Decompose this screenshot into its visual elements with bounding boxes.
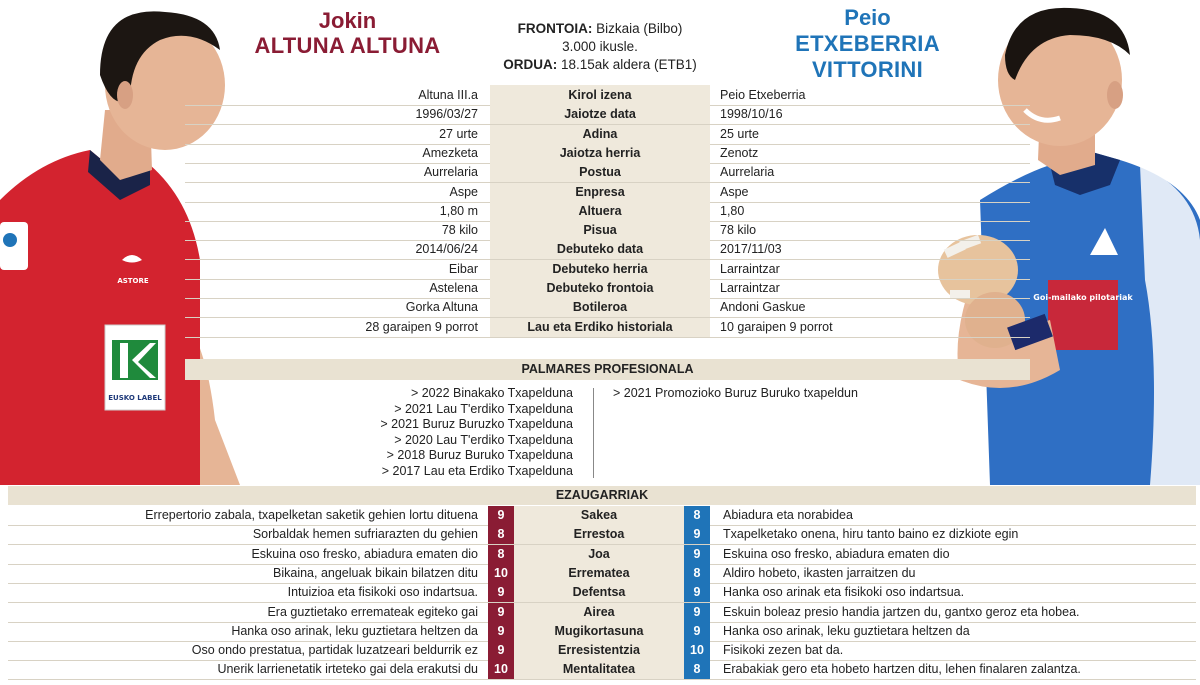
left-player-first-name: Jokin <box>318 8 377 33</box>
attribute-name: Joa <box>514 545 684 564</box>
attribute-name: Sakea <box>514 506 684 525</box>
info-right-value: Larraintzar <box>720 281 780 295</box>
time-value: 18.15ak aldera (ETB1) <box>557 57 697 72</box>
info-right-value: Larraintzar <box>720 262 780 276</box>
ezaugarri-row <box>0 641 1200 660</box>
info-label: Pisua <box>490 221 710 240</box>
palmares-left-item: > 2021 Buruz Buruzko Txapelduna <box>380 417 573 431</box>
right-score: 9 <box>684 525 710 544</box>
info-label: Adina <box>490 125 710 144</box>
left-player-last-name: ALTUNA ALTUNA <box>254 33 441 58</box>
attribute-name: Errestoa <box>514 525 684 544</box>
info-row <box>185 86 1030 105</box>
info-right-value: Zenotz <box>720 146 759 160</box>
left-score: 10 <box>488 564 514 583</box>
ezaugarri-row <box>0 660 1200 679</box>
ezaugarri-row <box>0 545 1200 564</box>
info-row <box>185 318 1030 337</box>
info-left-value: Eibar <box>448 262 478 276</box>
left-description: Unerik larrienetatik irteteko gai dela erakutsi du <box>217 662 478 676</box>
info-row <box>185 221 1030 240</box>
venue-value: Bizkaia (Bilbo) <box>592 21 683 36</box>
info-left-value: 78 kilo <box>441 223 478 237</box>
palmares-title: PALMARES PROFESIONALA <box>185 359 1030 380</box>
palmares-left-item: > 2022 Binakako Txapelduna <box>410 386 573 400</box>
info-label: Enpresa <box>490 183 710 202</box>
right-description: Fisikoki zezen bat da. <box>723 643 844 657</box>
right-player-first-name: Peio <box>844 5 891 30</box>
right-description: Hanka oso arinak eta fisikoki oso indartsua. <box>723 585 965 599</box>
info-row <box>185 279 1030 298</box>
info-row <box>185 125 1030 144</box>
info-label: Lau eta Erdiko historiala <box>490 318 710 337</box>
info-row <box>185 240 1030 259</box>
palmares-left-item: > 2018 Buruz Buruko Txapelduna <box>386 448 573 462</box>
info-label: Kirol izena <box>490 86 710 105</box>
info-row <box>185 163 1030 182</box>
right-score: 8 <box>684 660 710 679</box>
brand-text-left: ASTORE <box>117 277 149 285</box>
info-label: Altuera <box>490 202 710 221</box>
info-row <box>185 183 1030 202</box>
left-score: 9 <box>488 506 514 525</box>
info-label: Jaiotza herria <box>490 144 710 163</box>
info-label: Postua <box>490 163 710 182</box>
right-score: 9 <box>684 583 710 602</box>
time-label: ORDUA: <box>503 57 558 72</box>
left-description: Eskuina oso fresko, abiadura ematen dio <box>251 547 478 561</box>
ezaugarri-row <box>0 525 1200 544</box>
right-score: 9 <box>684 622 710 641</box>
left-description: Intuizioa eta fisikoki oso indartsua. <box>287 585 478 599</box>
palmares-right-item: > 2021 Promozioko Buruz Buruko txapeldun <box>613 386 858 400</box>
ezaugarri-row <box>0 583 1200 602</box>
info-left-value: Gorka Altuna <box>405 300 478 314</box>
left-description: Bikaina, angeluak bikain bilatzen ditu <box>273 566 478 580</box>
info-row <box>185 144 1030 163</box>
right-player-last-name: ETXEBERRIA VITTORINI <box>795 31 940 82</box>
right-description: Txapelketako onena, hiru tanto baino ez dizkiote egin <box>723 527 1019 541</box>
info-row <box>185 298 1030 317</box>
left-description: Hanka oso arinak, leku guztietara heltzen da <box>231 624 478 638</box>
info-label: Debuteko data <box>490 240 710 259</box>
right-score: 8 <box>684 506 710 525</box>
palmares-left-item: > 2017 Lau eta Erdiko Txapelduna <box>381 463 573 478</box>
attribute-name: Mentalitatea <box>514 660 684 679</box>
left-score: 9 <box>488 603 514 622</box>
attribute-name: Mugikortasuna <box>514 622 684 641</box>
info-row <box>185 202 1030 221</box>
info-left-value: 1,80 m <box>439 204 478 218</box>
left-score: 10 <box>488 660 514 679</box>
left-description: Oso ondo prestatua, partidak luzatzeari beldurrik ez <box>191 643 478 657</box>
match-info <box>480 20 720 74</box>
left-description: Era guztietako erremateak egiteko gai <box>267 605 478 619</box>
ezaugarri-row <box>0 622 1200 641</box>
left-score: 9 <box>488 641 514 660</box>
info-right-value: Aurrelaria <box>720 165 775 179</box>
right-score: 9 <box>684 603 710 622</box>
info-right-value: 78 kilo <box>720 223 757 237</box>
venue-label: FRONTOIA: <box>517 21 593 36</box>
ezaugarriak-title: EZAUGARRIAK <box>8 486 1196 505</box>
info-left-value: 27 urte <box>439 127 478 141</box>
right-description: Eskuina oso fresko, abiadura ematen dio <box>723 547 950 561</box>
info-label: Jaiotze data <box>490 105 710 124</box>
info-left-value: Astelena <box>429 281 478 295</box>
info-left-value: 28 garaipen 9 porrot <box>365 320 478 334</box>
info-right-value: Peio Etxeberria <box>720 88 806 102</box>
left-score: 9 <box>488 583 514 602</box>
info-label: Botileroa <box>490 298 710 317</box>
info-right-value: 25 urte <box>720 127 759 141</box>
info-row <box>185 105 1030 124</box>
sponsor-text-right: Goi-mailako pilotariak <box>1033 293 1133 302</box>
attribute-name: Airea <box>514 603 684 622</box>
info-right-value: 1,80 <box>720 204 745 218</box>
info-left-value: Aspe <box>449 185 478 199</box>
left-score: 8 <box>488 545 514 564</box>
info-left-value: 1996/03/27 <box>415 107 478 121</box>
info-left-value: Amezketa <box>422 146 478 160</box>
info-left-value: Aurrelaria <box>423 165 478 179</box>
right-description: Eskuin boleaz presio handia jartzen du, gantxo geroz eta hobea. <box>723 605 1080 619</box>
ezaugarri-row-divider <box>8 679 1196 680</box>
info-right-value: Andoni Gaskue <box>720 300 806 314</box>
right-score: 9 <box>684 545 710 564</box>
right-description: Aldiro hobeto, ikasten jarraitzen du <box>723 566 916 580</box>
info-right-value: 10 garaipen 9 porrot <box>720 320 833 334</box>
attribute-name: Defentsa <box>514 583 684 602</box>
right-description: Hanka oso arinak, leku guztietara heltzen da <box>723 624 970 638</box>
right-description: Erabakiak gero eta hobeto hartzen ditu, lehen finalaren zalantza. <box>723 662 1081 676</box>
palmares-left-item: > 2020 Lau T'erdiko Txapelduna <box>394 432 573 447</box>
info-right-value: 1998/10/16 <box>720 107 783 121</box>
info-label: Debuteko frontoia <box>490 279 710 298</box>
left-description: Errepertorio zabala, txapelketan saketik gehien lortu dituena <box>145 508 478 522</box>
ezaugarri-row <box>0 603 1200 622</box>
palmares-divider <box>593 388 594 478</box>
info-right-value: 2017/11/03 <box>720 242 782 256</box>
sponsor-text-left: EUSKO LABEL <box>108 394 162 402</box>
ezaugarri-row <box>0 564 1200 583</box>
right-score: 8 <box>684 564 710 583</box>
info-right-value: Aspe <box>720 185 749 199</box>
right-score: 10 <box>684 641 710 660</box>
info-left-value: 2014/06/24 <box>415 242 478 256</box>
info-label: Debuteko herria <box>490 260 710 279</box>
attribute-name: Errematea <box>514 564 684 583</box>
left-score: 9 <box>488 622 514 641</box>
left-description: Sorbaldak hemen sufriarazten du gehien <box>252 527 478 541</box>
left-score: 8 <box>488 525 514 544</box>
palmares-left-item: > 2021 Lau T'erdiko Txapelduna <box>394 401 573 416</box>
attribute-name: Erresistentzia <box>514 641 684 660</box>
capacity: 3.000 ikusle. <box>562 39 638 54</box>
right-description: Abiadura eta norabidea <box>723 508 853 522</box>
info-left-value: Altuna III.a <box>418 88 478 102</box>
info-row <box>185 260 1030 279</box>
info-row-divider <box>185 337 1030 338</box>
ezaugarri-row <box>0 506 1200 525</box>
